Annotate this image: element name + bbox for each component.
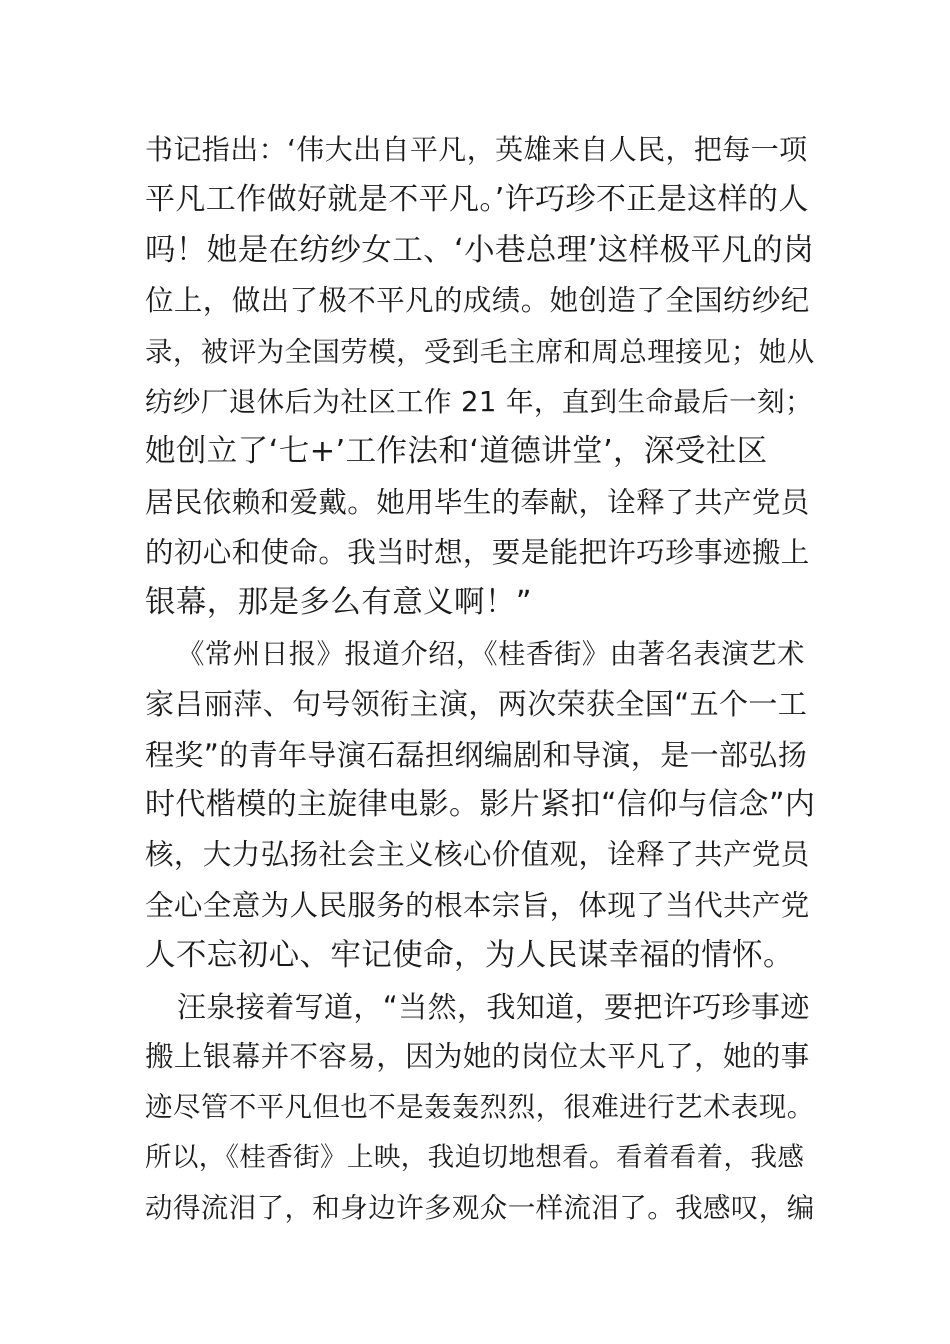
text-line: 的初心和使命。我当时想，要是能把许巧珍事迹搬上 (145, 536, 810, 569)
text-line: 所以，《桂香街》上映，我迫切地想看。看着看着，我感 (145, 1142, 805, 1173)
text-line: 家吕丽萍、句号领衔主演，两次荣获全国“五个一工 (145, 687, 808, 721)
text-line: 动得流泪了，和身边许多观众一样流泪了。我感叹，编 (145, 1192, 815, 1224)
text-line: 录，被评为全国劳模，受到毛主席和周总理接见；她从 (145, 336, 815, 368)
text-line: 居民依赖和爱戴。她用毕生的奉献，诠释了共产党员 (145, 486, 810, 519)
paragraph-first-line: 《常州日报》报道介绍，《桂香街》由著名表演艺术 (177, 638, 805, 670)
paragraph-first-line: 汪泉接着写道，“当然，我知道，要把许巧珍事迹 (177, 990, 810, 1024)
text-line: 程奖”的青年导演石磊担纲编剧和导演，是一部弘扬 (145, 738, 808, 772)
text-line: 核，大力弘扬社会主义核心价值观，诠释了共产党员 (145, 838, 810, 871)
text-line: 银幕，那是多么有意义啊！” (145, 585, 533, 620)
text-line: 平凡工作做好就是不平凡。’许巧珍不正是这样的人 (145, 182, 809, 217)
text-line: 搬上银幕并不容易，因为她的岗位太平凡了，她的事 (145, 1040, 810, 1073)
text-line: 书记指出：‘伟大出自平凡，英雄来自人民，把每一项 (145, 133, 808, 166)
text-line: 时代楷模的主旋律电影。影片紧扣“信仰与信念”内 (145, 787, 816, 822)
text-line: 迹尽管不平凡但也不是轰轰烈烈，很难进行艺术表现。 (145, 1091, 815, 1123)
text-line: 纺纱厂退休后为社区工作 21 年，直到生命最后一刻； (145, 386, 813, 418)
text-line: 位上，做出了极不平凡的成绩。她创造了全国纺纱纪 (145, 284, 810, 317)
text-line: 人不忘初心、牢记使命，为人民谋幸福的情怀。 (145, 938, 794, 973)
text-line: 她创立了‘七+’工作法和‘道德讲堂’，深受社区 (145, 434, 768, 469)
text-line: 吗！她是在纺纱女工、‘小巷总理’这样极平凡的岗 (145, 233, 815, 268)
text-line: 全心全意为人民服务的根本宗旨，体现了当代共产党 (145, 889, 810, 922)
